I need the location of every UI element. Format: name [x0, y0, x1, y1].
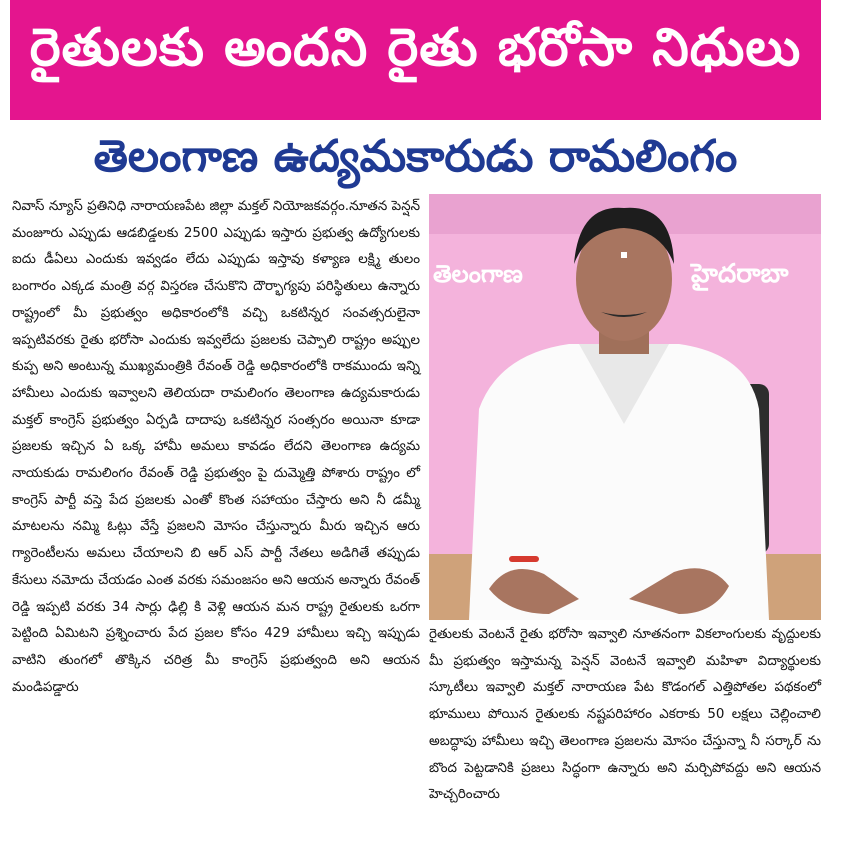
article-column-right — [429, 622, 821, 809]
subheadline: తెలంగాణ ఉద్యమకారుడు రామలింగం — [93, 131, 738, 182]
headline-banner — [10, 0, 821, 120]
backdrop-text-left: తెలంగాణ — [433, 260, 523, 288]
headline: రైతులకు అందని రైతు భరోసా నిధులు — [29, 18, 802, 78]
portrait-illustration — [429, 194, 821, 620]
backdrop-text-right: హైదరాబా — [691, 259, 789, 289]
article-column-left — [12, 194, 420, 701]
article-photo — [429, 194, 821, 620]
article-paragraph: నివాస్ న్యూస్ ప్రతినిధి నారాయణపేట జిల్లా మక్తల్ నియోజకవర్గం.నూతన పెన్షన్ మంజూరు ఎప్పుడు ఆడబిడ్డలకు 2500 ఎప్పుడు ఇస్తారు ప్రభుత్వ ఉద్యోగులకు ఐదు డీఏలు ఎందుకు ఇవ్వడం లేదు ఎప్పుడు ఇస్తావు కళ్యాణ లక్ష్మి తులం బంగారం ఎక్కడ మంత్రి వర్గ విస్తరణ చేసుకొని దౌర్భాగ్యపు పరిస్థితులు ఉన్నారు రాష్ట్రంలో మీ ప్రభుత్వం అధికారంలోకి వచ్చి ఒకటిన్నర సంవత్సరులైనా ఇప్పటివరకు రైతు భరోసా ఎందుకు ఇవ్వలేదు ప్రజలకు చెప్పాలి రాష్ట్రం అప్పుల కుప్ప అని అంటున్న ముఖ్యమంత్రికి రేవంత్ రెడ్డి అధికారంలోకి రాకముందు ఇన్ని హామీలు ఎందుకు ఇవ్వాలని తెలియదా రామలింగం తెలంగాణ ఉద్యమకారుడు మక్తల్ కాంగ్రెస్ ప్రభుత్వం ఏర్పడి దాదాపు ఒకటిన్నర సంత్సరం అయినా కూడా ప్రజలకు ఇచ్చిన ఏ ఒక్క హామీ అమలు కావడం లేదని తెలంగాణ ఉద్యమ నాయకుడు రామలింగం రేవంత్ రెడ్డి ప్రభుత్వం పై దుమ్మెత్తి పోశారు రాష్ట్రం లో కాంగ్రెస్ పార్టీ వస్తె పేద ప్రజలకు ఎంతో కొంత సహాయం చేస్తారు అని నీ డమ్మీ మాటలను నమ్మి ఓట్లు వేస్తే ప్రజలని మోసం చేస్తున్నారు మీరు ఇచ్చిన ఆరు గ్యారెంటీలను అమలు చేయాలని బి ఆర్ ఎస్ పార్టీ నేతలు అడిగితే తప్పుడు కేసులు నమోదు చేయడం ఎంత వరకు సమంజసం అని ఆయన అన్నారు రేవంత్ రెడ్డి ఇప్పటి వరకు 34 సార్లు ఢిల్లి కి వెళ్లి ఆయన మన రాష్ట్ర రైతులకు ఒరగా పెట్టింది ఏమిటని ప్రశ్నించారు పేద ప్రజల కోసం 429 హామీలు ఇచ్చి ఇప్పుడు వాటిని తుంగలో తొక్కిన చరిత్ర మీ కాంగ్రెస్ ప్రభుత్వంది అని ఆయన మండిపడ్డారు — [12, 199, 420, 695]
article-paragraph: రైతులకు వెంటనే రైతు భరోసా ఇవ్వాలి నూతనంగా వికలాంగులకు వృద్దులకు మీ ప్రభుత్వం ఇస్తామన్న పెన్షన్ వెంటనే ఇవ్వాలి మహిళా విద్యార్థులకు స్కూటీలు ఇవ్వాలి మక్తల్ నారాయణ పేట కొడంగల్ ఎత్తిపోతల పథకంలో భూములు పోయిన రైతులకు నష్టపరిహారం ఎకరాకు 50 లక్షలు చెల్లించాలి అబద్ధాపు హామీలు ఇచ్చి తెలంగాణ ప్రజలను మోసం చేస్తున్నా నీ సర్కార్ ను బొంద పెట్టడానికి ప్రజలు సిద్ధంగా ఉన్నారు అని మర్చిపోవద్దు అని ఆయన హెచ్చరించారు — [429, 627, 821, 803]
